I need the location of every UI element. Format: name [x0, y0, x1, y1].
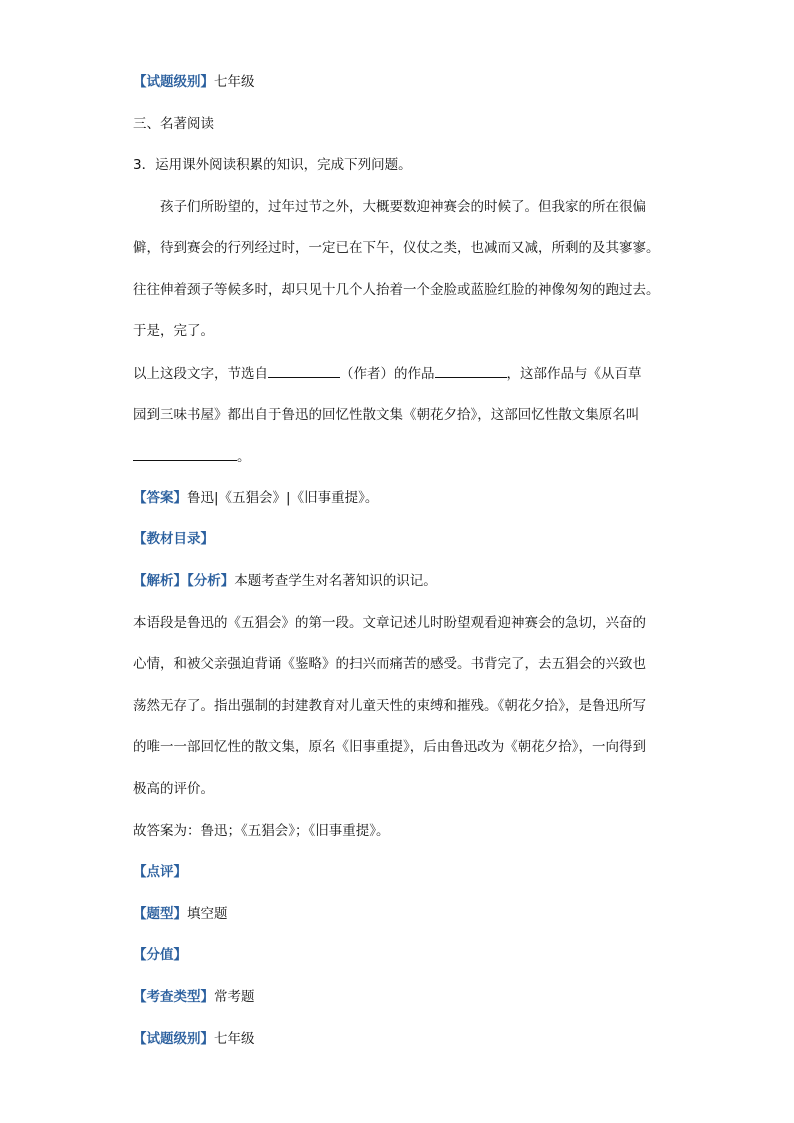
exam-type-tag: 【考查类型】 — [133, 989, 214, 1005]
answer-text: 鲁迅|《五猖会》|《旧事重提》。 — [187, 490, 379, 506]
work-blank[interactable] — [435, 363, 507, 378]
analysis-line: 荡然无存了。指出强制的封建教育对儿童天性的束缚和摧残。《朝花夕拾》，是鲁迅所写 — [133, 698, 646, 714]
fill-in-line-1 — [133, 363, 673, 384]
comment-tag: 【点评】 — [133, 864, 187, 880]
analysis-intro: 本题考查学生对名著知识的识记。 — [234, 573, 437, 589]
question-number: 3． — [133, 157, 156, 173]
fill-text-a: 以上这段文字，节选自 — [133, 366, 268, 382]
catalog-row — [133, 529, 673, 549]
passage-line: 往往伸着颈子等候多时，却只见十几个人抬着一个金脸或蓝脸红脸的神像匆匆的跑过去。 — [133, 282, 660, 298]
catalog-tag: 【教材目录】 — [133, 531, 214, 547]
fill-in-line-2: 园到三味书屋》都出自于鲁迅的回忆性散文集《朝花夕拾》，这部回忆性散文集原名叫 — [133, 407, 640, 423]
footer-level-row — [133, 1029, 673, 1049]
analysis-tag: 【解析】【分析】 — [133, 573, 235, 589]
comment-row — [133, 862, 673, 882]
fill-end-punct: 。 — [237, 449, 251, 465]
score-tag: 【分值】 — [133, 947, 187, 963]
exam-type-row — [133, 987, 673, 1007]
analysis-conclusion: 故答案为：鲁迅；《五猖会》；《旧事重提》。 — [133, 823, 390, 839]
fill-in-line-3 — [133, 446, 673, 467]
analysis-line: 心情，和被父亲强迫背诵《鉴略》的扫兴而痛苦的感受。书背完了，去五猖会的兴致也 — [133, 656, 646, 672]
question-type-value: 填空题 — [187, 906, 228, 922]
score-row — [133, 945, 673, 965]
footer-level-tag: 【试题级别】 — [133, 1031, 214, 1047]
level-tag: 【试题级别】 — [133, 74, 214, 90]
author-blank[interactable] — [268, 363, 340, 378]
answer-row — [133, 488, 673, 508]
level-value: 七年级 — [214, 74, 255, 90]
footer-level-value: 七年级 — [214, 1031, 255, 1047]
original-name-blank[interactable] — [133, 446, 237, 461]
passage-line: 于是，完了。 — [133, 323, 214, 339]
analysis-line: 本语段是鲁迅的《五猖会》的第一段。文章记述儿时盼望观看迎神赛会的急切，兴奋的 — [133, 615, 646, 631]
question-prompt: 运用课外阅读积累的知识，完成下列问题。 — [155, 157, 412, 173]
question-type-tag: 【题型】 — [133, 906, 187, 922]
question-prompt-row — [133, 155, 673, 175]
analysis-row — [133, 571, 673, 591]
section-title: 三、名著阅读 — [133, 116, 214, 132]
level-row — [133, 72, 673, 92]
exam-type-value: 常考题 — [214, 989, 255, 1005]
analysis-line: 的唯一一部回忆性的散文集，原名《旧事重提》，后由鲁迅改为《朝花夕拾》，一向得到 — [133, 739, 646, 755]
fill-text-b: （作者）的作品 — [340, 366, 435, 382]
passage-line: 僻，待到赛会的行列经过时，一定已在下午，仪仗之类，也减而又减，所剩的及其寥寥。 — [133, 240, 660, 256]
fill-text-c: ，这部作品与《从百草 — [506, 366, 642, 382]
analysis-line: 极高的评价。 — [133, 781, 214, 797]
answer-tag: 【答案】 — [133, 490, 187, 506]
passage-line: 孩子们所盼望的，过年过节之外，大概要数迎神赛会的时候了。但我家的所在很偏 — [160, 199, 646, 215]
question-type-row — [133, 904, 673, 924]
